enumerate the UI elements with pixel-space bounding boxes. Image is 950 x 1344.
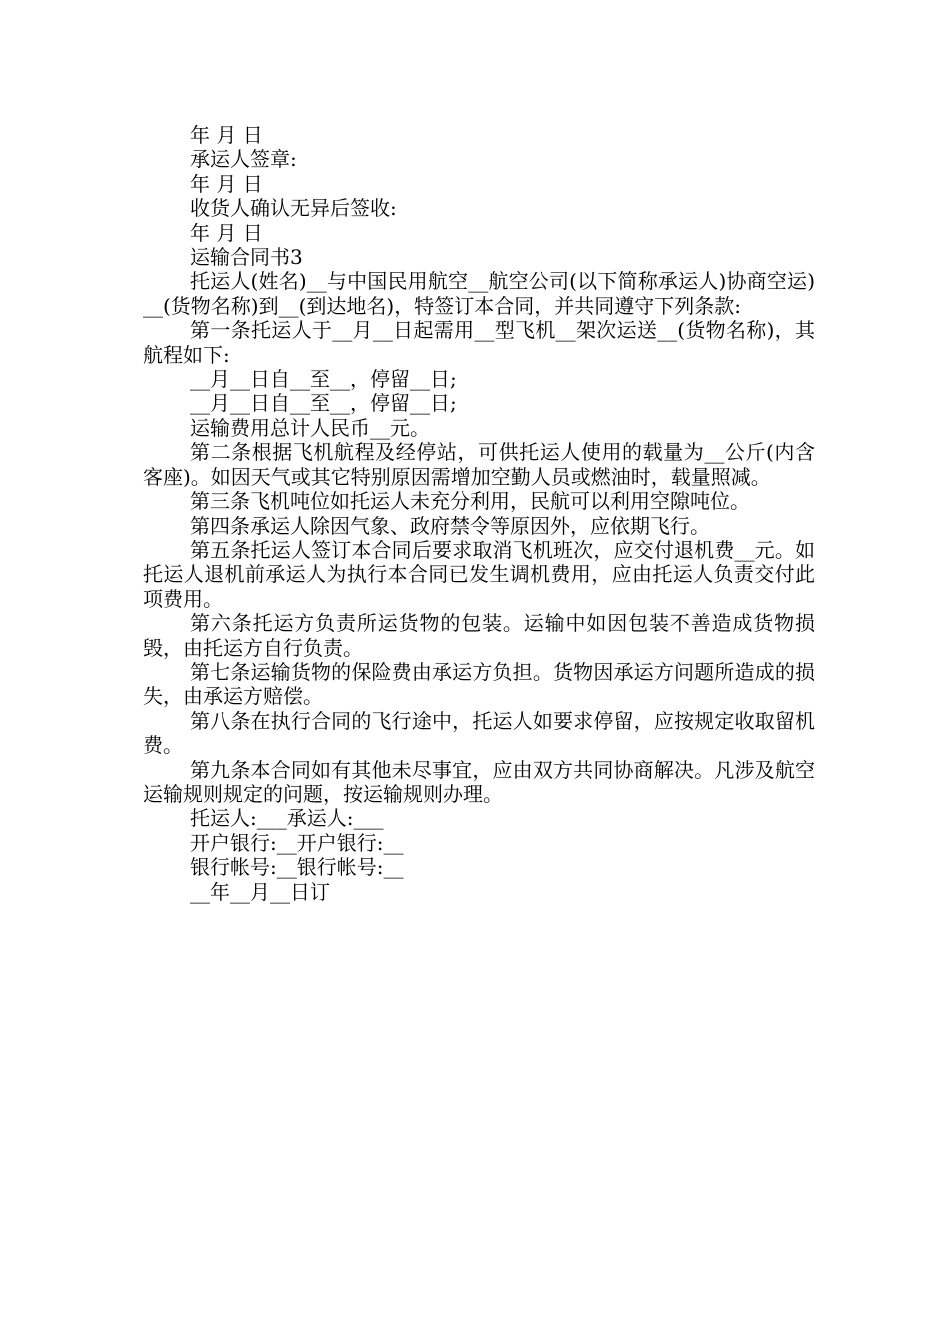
total-fee-line: 运输费用总计人民币__元。 <box>190 415 430 440</box>
route-line: __月__日自__至__，停留__日; <box>190 391 457 416</box>
parties-line: 托运人:___承运人:___ <box>190 806 384 831</box>
clause-8: 第八条在执行合同的飞行途中，托运人如要求停留，应按规定收取留机费。 <box>143 708 815 758</box>
signing-date-line: __年__月__日订 <box>190 879 330 904</box>
clause-4: 第四条承运人除因气象、政府禁令等原因外，应依期飞行。 <box>190 513 710 538</box>
consignee-signoff-label: 收货人确认无异后签收: <box>190 196 397 221</box>
clause-7: 第七条运输货物的保险费由承运方负担。货物因承运方问题所造成的损失，由承运方赔偿。 <box>143 659 815 709</box>
date-line: 年 月 日 <box>190 123 263 147</box>
clause-1: 第一条托运人于__月__日起需用__型飞机__架次运送__(货物名称)，其航程如下: <box>143 318 815 367</box>
contract-preamble: 托运人(姓名)__与中国民用航空__航空公司(以下简称承运人)协商空运)__(货物名称)到__(到达地名)，特签订本合同，并共同遵守下列条款: <box>143 269 815 318</box>
clause-6: 第六条托运方负责所运货物的包装。运输中如因包装不善造成货物损毁，由托运方自行负责。 <box>143 611 815 660</box>
date-line: 年 月 日 <box>190 171 263 196</box>
clause-2: 第二条根据飞机航程及经停站，可供托运人使用的载量为__公斤(内含客座)。如因天气或其它特别原因需增加空勤人员或燃油时，载量照减。 <box>143 440 815 489</box>
clause-9: 第九条本合同如有其他未尽事宜，应由双方共同协商解决。凡涉及航空运输规则规定的问题，按运输规则办理。 <box>143 757 815 806</box>
contract-title: 运输合同书3 <box>190 245 303 270</box>
bank-line: 开户银行:__开户银行:__ <box>190 830 404 855</box>
clause-3: 第三条飞机吨位如托运人未充分利用，民航可以利用空隙吨位。 <box>190 489 750 514</box>
account-line: 银行帐号:__银行帐号:__ <box>190 855 404 880</box>
route-line: __月__日自__至__，停留__日; <box>190 367 457 392</box>
clause-5: 第五条托运人签订本合同后要求取消飞机班次，应交付退机费__元。如托运人退机前承运人为执行本合同已发生调机费用，应由托运人负责交付此项费用。 <box>143 537 815 611</box>
document-body <box>143 123 815 904</box>
carrier-signature-label: 承运人签章: <box>190 147 297 172</box>
date-line: 年 月 日 <box>190 220 263 245</box>
